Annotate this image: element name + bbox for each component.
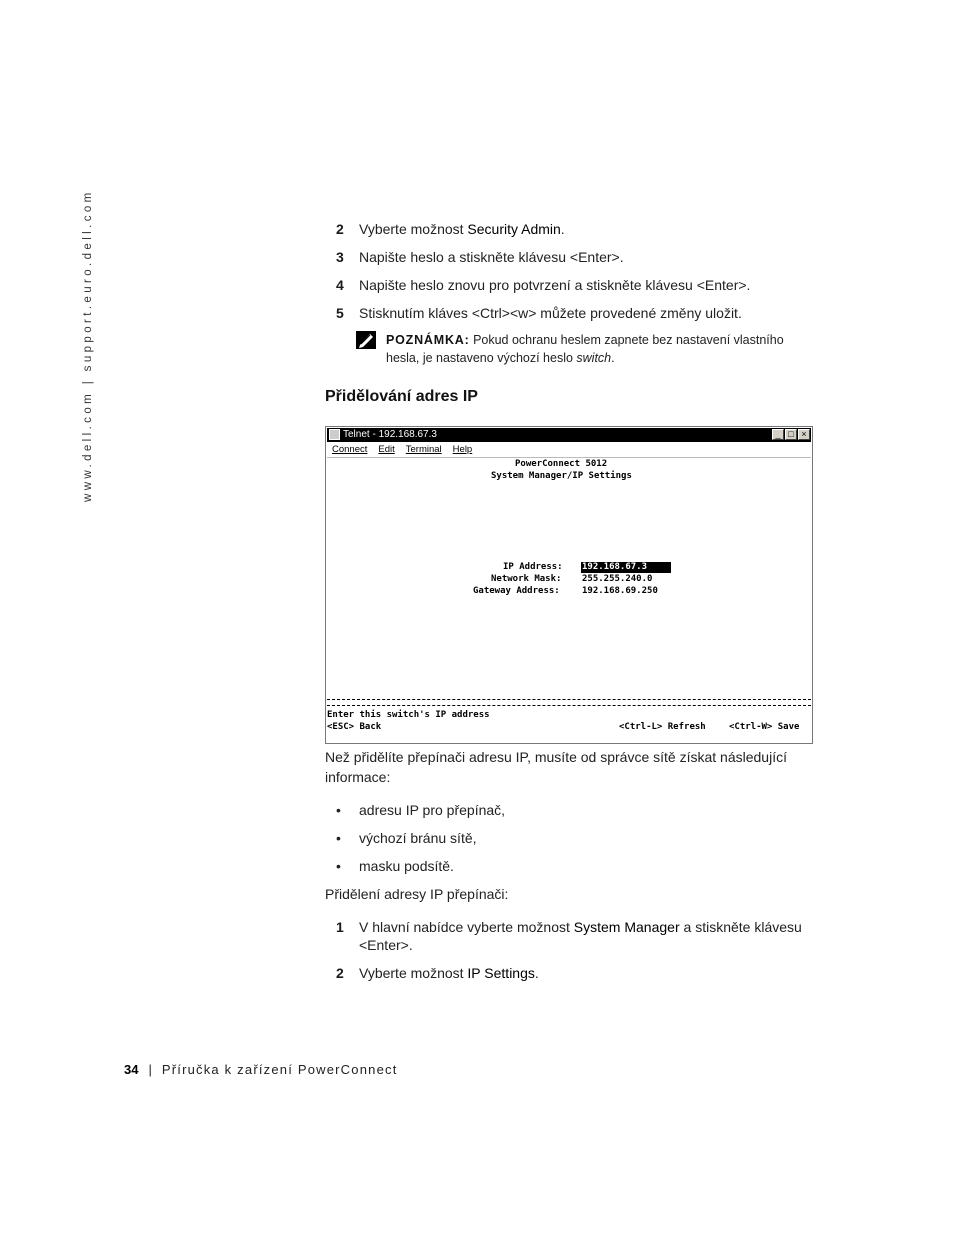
- page-number: 34: [124, 1062, 139, 1077]
- network-mask-label: Network Mask:: [491, 574, 562, 584]
- menu-connect[interactable]: Connect: [332, 444, 368, 455]
- telnet-title: Telnet - 192.168.67.3: [343, 429, 437, 440]
- ctrl-l-refresh: <Ctrl-L> Refresh: [619, 722, 706, 732]
- side-url: www.dell.com | support.euro.dell.com: [82, 189, 94, 502]
- section-heading: Přidělování adres IP: [325, 388, 478, 405]
- note: POZNÁMKA: Pokud ochranu heslem zapnete bez nastavení vlastního hesla, je nastaveno výchozí heslo switch.: [356, 331, 816, 371]
- gateway-address-field[interactable]: 192.168.69.250: [582, 586, 658, 596]
- telnet-screen: [327, 458, 811, 742]
- screen-title: PowerConnect 5012: [515, 459, 608, 469]
- close-icon[interactable]: ×: [798, 429, 810, 440]
- gateway-address-label: Gateway Address:: [473, 586, 560, 596]
- note-label: POZNÁMKA:: [386, 333, 470, 347]
- maximize-icon[interactable]: □: [785, 429, 797, 440]
- telnet-window: [325, 426, 813, 744]
- ctrl-w-save: <Ctrl-W> Save: [729, 722, 800, 732]
- paragraph-info: Než přidělíte přepínači adresu IP, musíte od správce sítě získat následující informace:: [325, 749, 787, 785]
- esc-back: <ESC> Back: [327, 722, 382, 732]
- menu-help[interactable]: Help: [452, 444, 473, 455]
- menu-edit[interactable]: Edit: [378, 444, 395, 455]
- menu-terminal[interactable]: Terminal: [405, 444, 442, 455]
- telnet-app-icon: [329, 429, 340, 440]
- page-footer: 34 | Příručka k zařízení PowerConnect: [124, 1062, 398, 1077]
- ip-address-field[interactable]: 192.168.67.3: [581, 562, 671, 573]
- note-pencil-icon: [356, 331, 376, 349]
- status-line: Enter this switch's IP address: [327, 710, 490, 720]
- telnet-menu-bar: [327, 443, 811, 458]
- footer-title: Příručka k zařízení PowerConnect: [161, 1062, 398, 1077]
- telnet-title-bar[interactable]: [327, 428, 811, 442]
- screen-separator: [327, 699, 811, 706]
- ip-address-label: IP Address:: [503, 562, 563, 572]
- paragraph-assign: Přidělení adresy IP přepínači:: [325, 886, 509, 902]
- screen-subtitle: System Manager/IP Settings: [491, 471, 632, 481]
- network-mask-field[interactable]: 255.255.240.0: [582, 574, 653, 584]
- minimize-icon[interactable]: _: [772, 429, 784, 440]
